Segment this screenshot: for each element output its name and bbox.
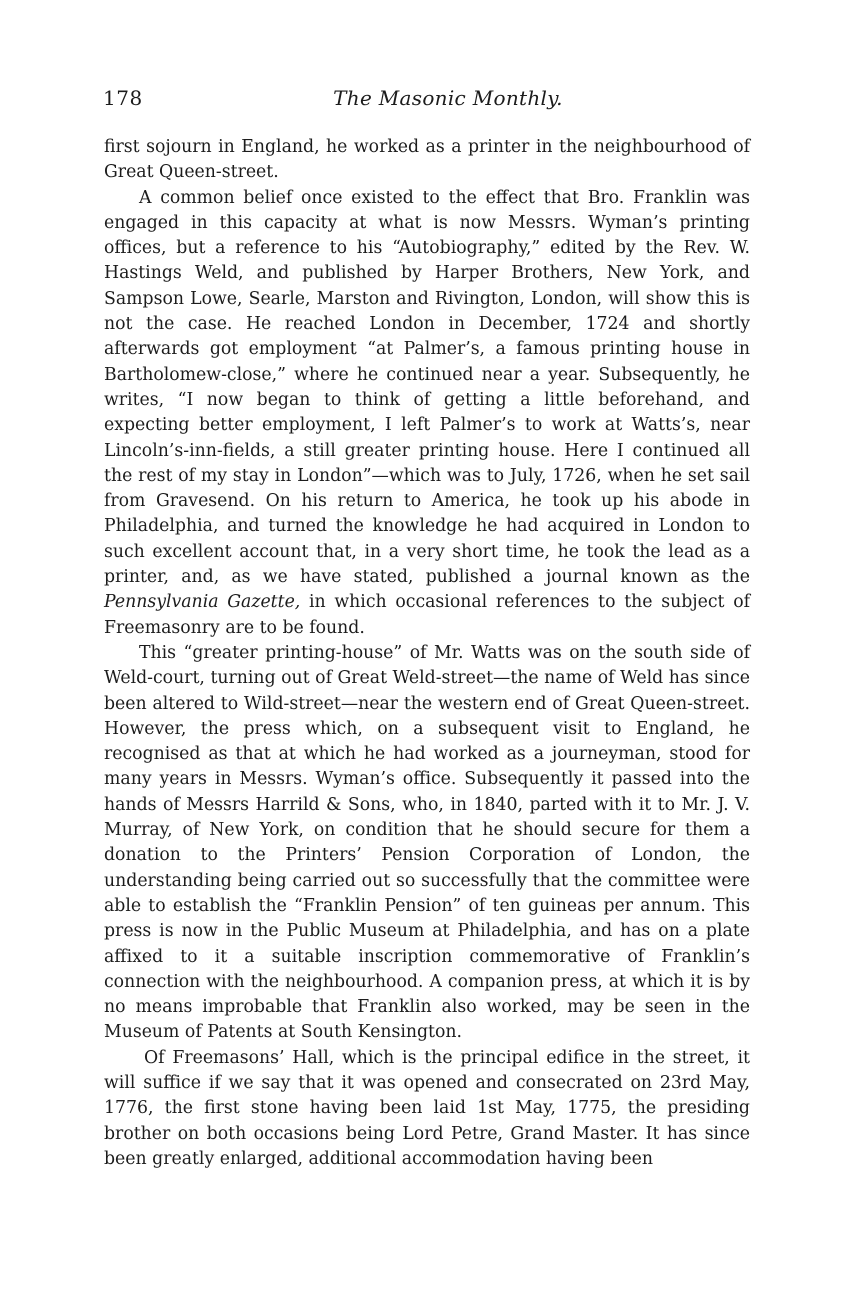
running-title: The Masonic Monthly.	[333, 86, 563, 110]
publication-title: Pennsylvania Gazette,	[104, 592, 301, 613]
paragraph-1: first sojourn in England, he worked as a printer in the neighbourhood of Great Queen-street.	[104, 137, 750, 183]
paragraph-2-text-end: in which occasional references to the subject of Freemasonry are to be found.	[104, 592, 750, 638]
body-text	[104, 135, 750, 1172]
page-header	[103, 86, 753, 116]
paragraph-2	[104, 186, 750, 641]
paragraph-4: Of Freemasons’ Hall, which is the principal edifice in the street, it will suffice if we say that it was opened and consecrated on 23rd May, 1776, the first stone having been laid 1st May, 1775, the presiding brother on both occasions being Lord Petre, Grand Master. It has since been greatly enlarged, additional accommodation having been	[104, 1047, 750, 1169]
paragraph-3: This “greater printing-house” of Mr. Watts was on the south side of Weld-court, turning out of Great Weld-street—the name of Weld has since been altered to Wild-street—near the western end of Great Queen-street. However, the press which, on a subsequent visit to England, he recognised as that at which he had worked as a journeyman, stood for many years in Messrs. Wyman’s office. Subsequently it passed into the hands of Messrs Harrild & Sons, who, in 1840, parted with it to Mr. J. V. Murray, of New York, on condition that he should secure for them a donation to the Printers’ Pension Corporation of London, the understanding being carried out so successfully that the committee were able to establish the “Franklin Pension” of ten guineas per annum. This press is now in the Public Museum at Philadelphia, and has on a plate affixed to it a suitable inscription commemorative of Franklin’s connection with the neighbourhood. A companion press, at which it is by no means improbable that Franklin also worked, may be seen in the Museum of Patents at South Kensington.	[104, 642, 750, 1043]
page-number: 178	[103, 86, 143, 110]
paragraph-2-text: A common belief once existed to the effect that Bro. Franklin was engaged in this capacity at what is now Messrs. Wyman’s printing offices, but a reference to his “Autobiography,” edited by the Rev. W. Hastings Weld, and published by Harper Brothers, New York, and Sampson Lowe, Searle, Marston and Rivington, London, will show this is not the case. He reached London in December, 1724 and shortly afterwards got employment “at Palmer’s, a famous printing house in Bartholomew-close,” where he continued near a year. Subsequently, he writes, “I now began to think of getting a little beforehand, and expecting better employment, I left Palmer’s to work at Watts’s, near Lincoln’s-inn-fields, a still greater printing house. Here I continued all the rest of my stay in London”—which was to July, 1726, when he set sail from Gravesend. On his return to America, he took up his abode in Philadelphia, and turned the knowledge he had acquired in London to such excellent account that, in a very short time, he took the lead as a printer, and, as we have stated, published a journal known as the	[104, 187, 750, 588]
